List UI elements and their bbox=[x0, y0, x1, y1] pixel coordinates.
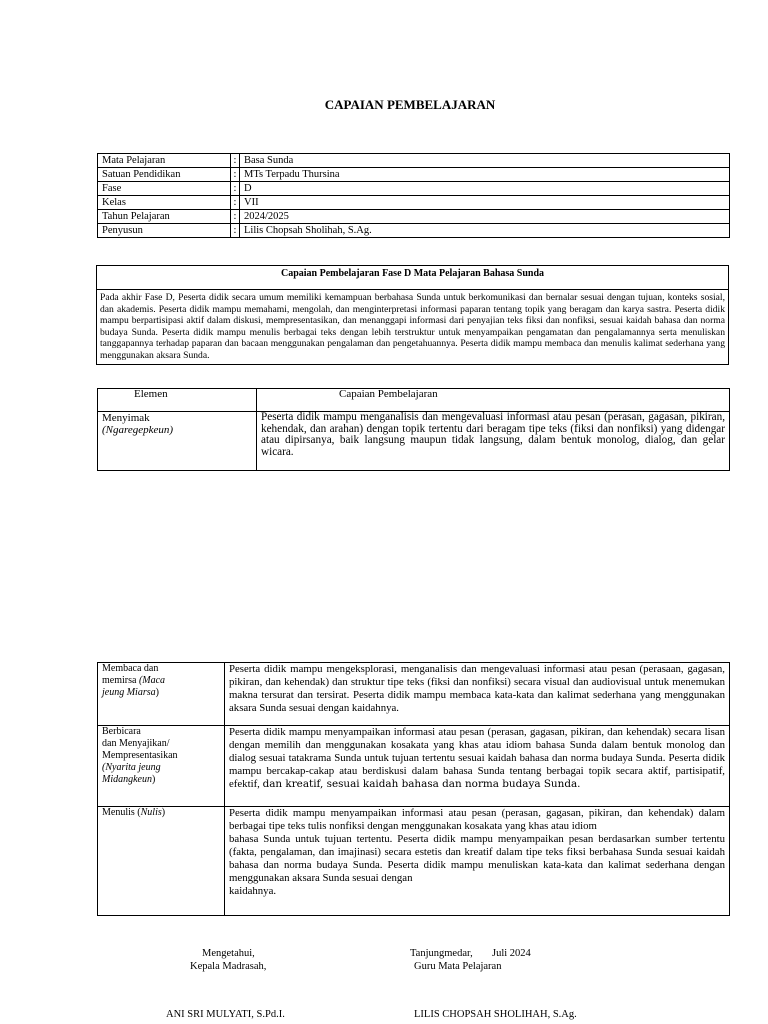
table-row bbox=[98, 663, 730, 726]
cp-berbicara-text bbox=[225, 726, 730, 807]
signature-left-name: ANI SRI MULYATI, S.Pd.I. bbox=[166, 1009, 285, 1020]
elemen-sub-close: ) bbox=[155, 687, 159, 698]
info-value: VII bbox=[240, 196, 730, 210]
elemen-sub: jeung Miarsa bbox=[102, 687, 156, 698]
info-sep: : bbox=[231, 196, 240, 210]
elemen-sub-close: ) bbox=[161, 807, 166, 818]
table-header-row bbox=[98, 389, 730, 412]
signature-left-label: Mengetahui, bbox=[202, 948, 255, 959]
info-sep: : bbox=[231, 154, 240, 168]
table-row bbox=[98, 154, 730, 168]
cp-menulis-text bbox=[225, 807, 730, 916]
table-row bbox=[98, 807, 730, 916]
header-elemen: Elemen bbox=[98, 389, 257, 412]
info-key: Penyusun bbox=[98, 224, 231, 238]
info-key: Mata Pelajaran bbox=[98, 154, 231, 168]
elemen-name: Mempresentasikan bbox=[102, 750, 178, 761]
elemen-name: Menulis bbox=[102, 807, 135, 818]
cp-summary-text: Pada akhir Fase D, Peserta didik secara umum memiliki kemampuan berbahasa Sunda untuk berkomunikasi dan bernalar sesuai dengan tujuan, konteks sosial, dan akademis. Peserta didik mampu memahami, mengolah, dan menginterpretasi informasi paparan tentang topik yang beragam dan karya sastra. Peserta didik mampu berpartisipasi aktif dalam diskusi, mempresentasikan, dan menanggapi informasi dari penyajian teks fiksi dan nonfiksi, sesuai kaidah bahasa dan norma budaya Sunda. Peserta didik mampu menulis berbagai teks dengan lebih terstruktur untuk menyampaikan pengamatan dan pengalamannya serta menuliskan tanggapannya terhadap paparan dan bacaan menggunakan pengalaman dan pengetahuannya. Peserta didik mampu membaca dan menulis kalimat sederhana yang menggunakan aksara Sunda. bbox=[100, 292, 725, 361]
info-value: Basa Sunda bbox=[240, 154, 730, 168]
info-sep: : bbox=[231, 224, 240, 238]
elemen-name: memirsa bbox=[102, 675, 137, 686]
signature-right-place: Tanjungmedar, bbox=[410, 948, 473, 959]
info-key: Satuan Pendidikan bbox=[98, 168, 231, 182]
cp-menulis-text-1: Peserta didik mampu menyampaikan informasi atau pesan (perasan, gagasan, pikiran, dan kehendak) dalam berbagai tipe teks tulis nonfiksi dengan menggunakan kosakata yang khas atau idiom bbox=[229, 807, 725, 832]
info-value: MTs Terpadu Thursina bbox=[240, 168, 730, 182]
cp-summary-heading: Capaian Pembelajaran Fase D Mata Pelajaran Bahasa Sunda bbox=[97, 266, 728, 290]
elemen-table-continued bbox=[97, 662, 730, 916]
table-row bbox=[98, 168, 730, 182]
page-title: CAPAIAN PEMBELAJARAN bbox=[324, 97, 496, 112]
info-value: Lilis Chopsah Sholihah, S.Ag. bbox=[240, 224, 730, 238]
table-row bbox=[98, 726, 730, 807]
elemen-berbicara bbox=[98, 726, 225, 807]
elemen-sub-open: ( bbox=[137, 807, 141, 818]
elemen-name: Membaca dan bbox=[102, 663, 159, 674]
info-sep: : bbox=[231, 210, 240, 224]
elemen-sub: (Nyarita jeung bbox=[102, 762, 161, 773]
cp-menulis-text-2: bahasa Sunda untuk tujuan tertentu. Peserta didik mampu menyampaikan pesan berdasarkan sumber tertentu (fakta, pengalaman, dan imajinasi) secara estetis dan kreatif dalam tipe teks fiksi berbahasa Sunda sesuai kaidah bahasa dan norma budaya Sunda. Peserta didik mampu menuliskan kata-kata dan kalimat sederhana dengan menggunakan aksara Sunda sesuai dengan bbox=[229, 833, 725, 884]
elemen-sub-close: ) bbox=[152, 774, 156, 785]
info-value: 2024/2025 bbox=[240, 210, 730, 224]
info-sep: : bbox=[231, 182, 240, 196]
info-key: Kelas bbox=[98, 196, 231, 210]
cp-membaca-text: Peserta didik mampu mengeksplorasi, menganalisis dan mengevaluasi informasi atau pesan (perasaan, gagasan, pikiran, dan kehendak) dan struktur tipe teks (fiksi dan nonfiksi) secara visual dan audiovisual untuk menemukan makna tersurat dan tersirat. Peserta didik mampu membaca kata-kata dan kalimat sederhana yang menggunakan aksara Sunda sesuai dengan kaidahnya. bbox=[225, 663, 730, 726]
info-key: Fase bbox=[98, 182, 231, 196]
elemen-menyimak bbox=[98, 412, 257, 471]
info-key: Tahun Pelajaran bbox=[98, 210, 231, 224]
table-row bbox=[98, 196, 730, 210]
signature-right-title: Guru Mata Pelajaran bbox=[414, 961, 502, 972]
elemen-sub: (Maca bbox=[138, 675, 166, 686]
table-row bbox=[98, 224, 730, 238]
cp-berbicara-text-2: dan kreatif, sesuai kaidah bahasa dan norma budaya Sunda. bbox=[262, 778, 581, 790]
table-row bbox=[98, 210, 730, 224]
elemen-menulis bbox=[98, 807, 225, 916]
info-value: D bbox=[240, 182, 730, 196]
elemen-table bbox=[97, 388, 730, 471]
signature-left-title: Kepala Madrasah, bbox=[190, 961, 267, 972]
cp-berbicara-text-1: Peserta didik mampu menyampaikan informasi atau pesan (perasan, gagasan, pikiran, dan kehendak) secara lisan dengan memilih dan menggunakan kosakata yang khas atau idiom bahasa Sunda dalam bentuk monolog dan dialog sesuai tatakrama Sunda untuk tujuan tertentu sesuai kaidah bahasa dan norma budaya Sunda. Peserta didik mampu bercakap-cakap atau berdiskusi dalam bahasa Sunda tentang berbagai topik secara aktif, partisipatif, efektif, bbox=[229, 726, 725, 790]
elemen-name: Berbicara bbox=[102, 726, 141, 737]
info-sep: : bbox=[231, 168, 240, 182]
signature-right-name: LILIS CHOPSAH SHOLIHAH, S.Ag. bbox=[414, 1009, 577, 1020]
elemen-sub: Midangkeun bbox=[102, 774, 152, 785]
table-row bbox=[98, 412, 730, 471]
cp-menyimak-text: Peserta didik mampu menganalisis dan mengevaluasi informasi atau pesan (perasan, gagasan, pikiran, kehendak, dan arahan) dengan topik tertentu dari beragam tipe teks (fiksi dan nonfiksi) yang didengar atau dipirsanya, baik langsung maupun tidak langsung, dalam bentuk monolog, dialog, dan gelar wicara. bbox=[257, 412, 730, 471]
header-capaian: Capaian Pembelajaran bbox=[257, 389, 730, 412]
elemen-name: Menyimak bbox=[102, 412, 150, 424]
signature-right-date: Juli 2024 bbox=[492, 948, 531, 959]
cp-summary-box bbox=[96, 265, 729, 365]
elemen-sub: (Ngaregepkeun) bbox=[102, 424, 174, 436]
elemen-name: dan Menyajikan/ bbox=[102, 738, 170, 749]
identity-table bbox=[97, 153, 730, 238]
cp-menulis-text-3: kaidahnya. bbox=[229, 885, 277, 897]
table-row bbox=[98, 182, 730, 196]
elemen-sub: Nulis bbox=[140, 807, 162, 818]
elemen-membaca bbox=[98, 663, 225, 726]
